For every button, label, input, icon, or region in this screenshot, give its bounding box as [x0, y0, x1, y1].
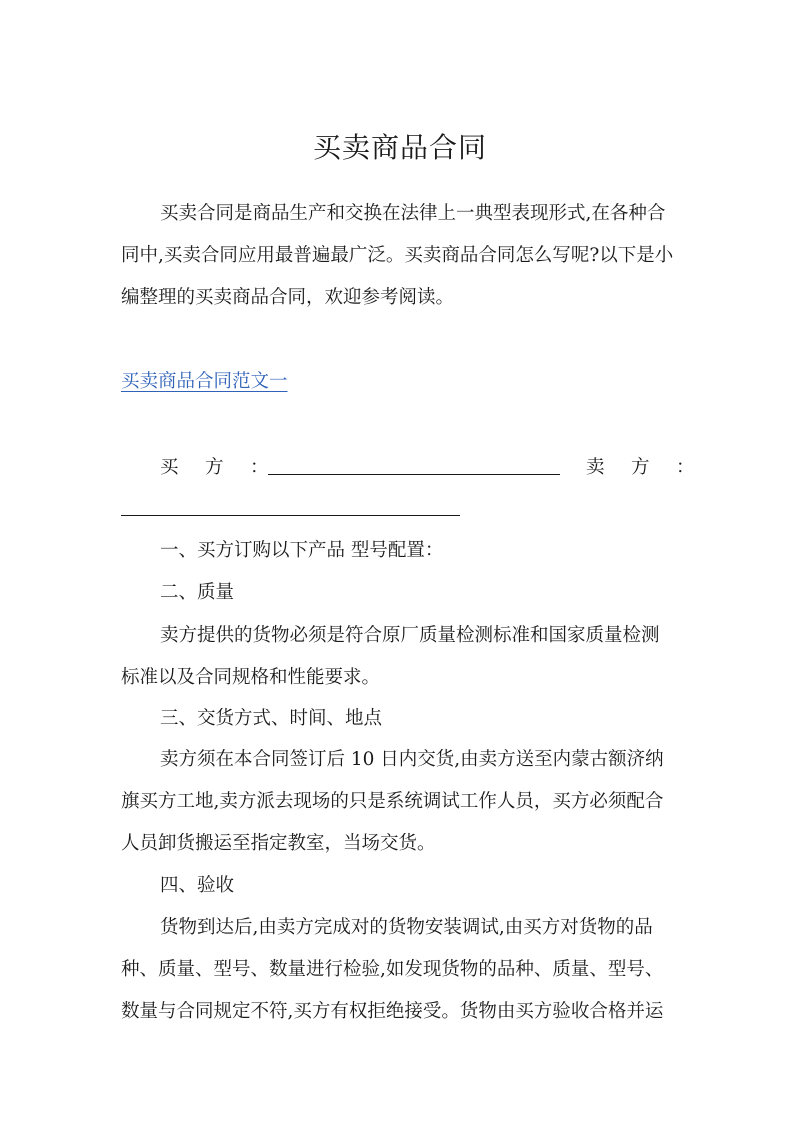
clause-3-heading: 三、交货方式、时间、地点 [160, 708, 383, 729]
clause-3-line-2: 旗买方工地,卖方派去现场的只是系统调试工作人员，买方必须配合 [121, 791, 664, 812]
clause-4-heading: 四、验收 [160, 875, 235, 896]
document-title: 买卖商品合同 [312, 131, 487, 164]
clause-2-line-1: 卖方提供的货物必须是符合原厂质量检测标准和国家质量检测 [160, 625, 660, 646]
clause-3-line-3: 人员卸货搬运至指定教室，当场交货。 [121, 833, 436, 854]
clause-4-line-2: 种、质量、型号、数量进行检验,如发现货物的品种、质量、型号、 [121, 959, 664, 980]
clause-3-line-1: 卖方须在本合同签订后 10 日内交货,由卖方送至内蒙古额济纳 [160, 749, 664, 770]
seller-blank-line [121, 515, 460, 516]
clause-1-heading: 一、买方订购以下产品 型号配置： [160, 540, 444, 561]
clause-4-line-3: 数量与合同规定不符,买方有权拒绝接受。货物由买方验收合格并运 [121, 1001, 664, 1022]
intro-line-1: 买卖合同是商品生产和交换在法律上一典型表现形式,在各种合 [160, 203, 666, 224]
intro-line-3: 编整理的买卖商品合同，欢迎参考阅读。 [121, 287, 455, 308]
clause-2-heading: 二、质量 [160, 582, 235, 603]
buyer-label: 买 方 ： [160, 457, 273, 478]
clause-4-line-1: 货物到达后,由卖方完成对的货物安装调试,由买方对货物的品 [160, 917, 653, 938]
intro-line-2: 同中,买卖合同应用最普遍最广泛。买卖商品合同怎么写呢?以下是小 [121, 245, 674, 266]
seller-label: 卖 方 ： [586, 457, 699, 478]
buyer-blank-line [268, 474, 560, 475]
sample-contract-link[interactable]: 买卖商品合同范文一 [121, 371, 288, 392]
clause-2-line-2: 标准以及合同规格和性能要求。 [121, 667, 381, 688]
